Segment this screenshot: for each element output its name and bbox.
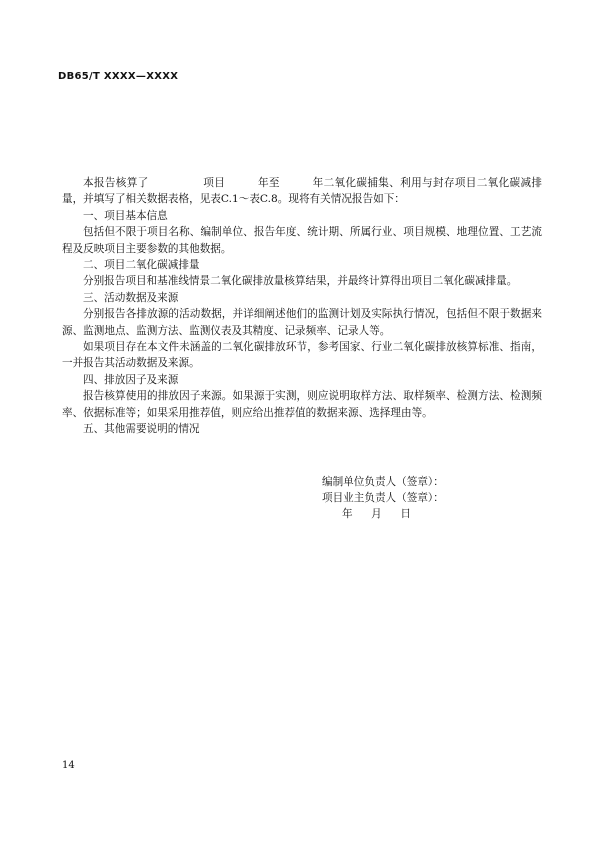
report-body (62, 175, 542, 438)
paragraph-2: 分别报告项目和基准线情景二氧化碳排放量核算结果，并最终计算得出项目二氧化碳减排量。 (83, 275, 518, 288)
section-heading-2: 二、项目二氧化碳减排量 (83, 259, 200, 272)
paragraph-3b: 如果项目存在本文件未涵盖的二氧化碳排放环节，参考国家、行业二氧化碳排放核算标准、指南，一并报告其活动数据及来源。 (62, 341, 542, 370)
section-heading-5: 五、其他需要说明的情况 (83, 423, 200, 436)
owner-signature-line: 项目业主负责人（签章）： (322, 492, 444, 504)
page-number: 14 (62, 760, 75, 771)
date-line: 年 月 日 (342, 508, 415, 520)
section-heading-3: 三、活动数据及来源 (83, 291, 179, 304)
paragraph-3a: 分别报告各排放源的活动数据，并详细阐述他们的监测计划及实际执行情况，包括但不限于数据来源、监测地点、监测方法、监测仪表及其精度、记录频率、记录人等。 (62, 308, 542, 337)
document-code: DB65/T XXXX—XXXX (58, 71, 179, 82)
paragraph-1: 包括但不限于项目名称、编制单位、报告年度、统计期、所属行业、项目规模、地理位置、工艺流程及反映项目主要参数的其他数据。 (62, 226, 542, 255)
paragraph-intro: 本报告核算了 项目 年至 年二氧化碳捕集、利用与封存项目二氧化碳减排量，并填写了相关数据表格，见表C.1～表C.8。现将有关情况报告如下： (62, 177, 542, 206)
compiler-signature-line: 编制单位负责人（签章）： (322, 476, 444, 488)
section-heading-4: 四、排放因子及来源 (83, 373, 179, 386)
paragraph-4: 报告核算使用的排放因子来源。如果源于实测，则应说明取样方法、取样频率、检测方法、检测频率、依据标准等；如果采用推荐值，则应给出推荐值的数据来源、选择理由等。 (62, 390, 542, 419)
section-heading-1: 一、项目基本信息 (83, 209, 168, 222)
